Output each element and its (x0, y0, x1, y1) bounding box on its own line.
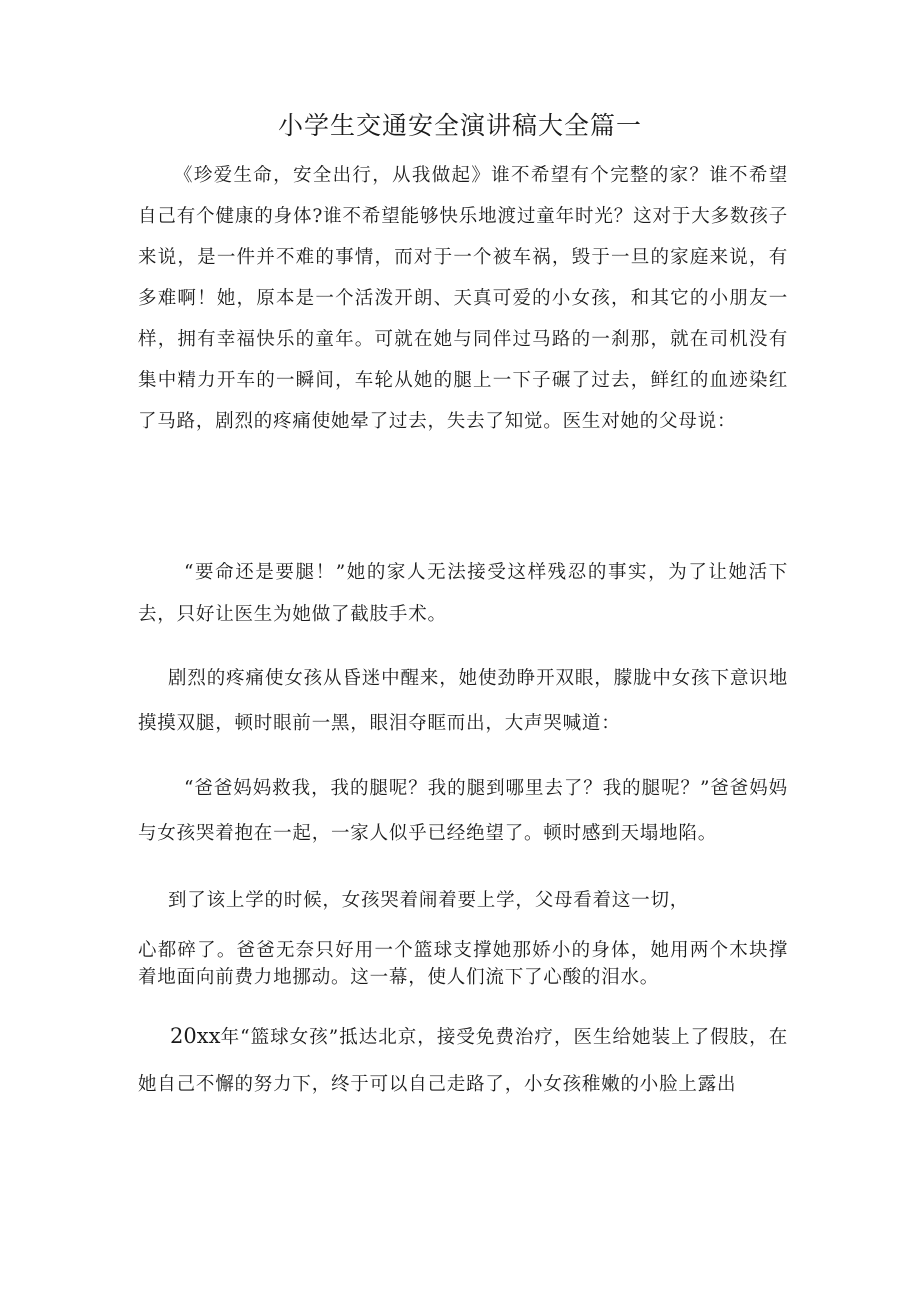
paragraph-2: “要命还是要腿！”她的家人无法接受这样残忍的事实，为了让她活下去，只好让医生为她做了截肢手术。 (138, 562, 788, 625)
paragraph-4: “爸爸妈妈救我，我的腿呢？我的腿到哪里去了？我的腿呢？”爸爸妈妈与女孩哭着抱在一起，一家人似乎已经绝望了。顿时感到天塌地陷。 (138, 778, 788, 844)
paragraph-7 (138, 1013, 788, 1108)
paragraph-5: 到了该上学的时候，女孩哭着闹着要上学，父母看着这一切， (168, 890, 690, 911)
year-text: 20xx (170, 1024, 221, 1048)
document-title: 小学生交通安全演讲稿大全篇一 (277, 111, 642, 140)
paragraph-7-text: 年“篮球女孩”抵达北京，接受免费治疗，医生给她装上了假肢，在她自己不懈的努力下，终于可以自己走路了，小女孩稚嫩的小脸上露出 (138, 1027, 788, 1095)
paragraph-1: 《珍爱生命，安全出行，从我做起》谁不希望有个完整的家？谁不希望自己有个健康的身体?谁不希望能够快乐地渡过童年时光？这对于大多数孩子来说，是一件并不难的事情，而对于一个被车祸，毁于一旦的家庭来说，有多难啊！她，原本是一个活泼开朗、天真可爱的小女孩，和其它的小朋友一样，拥有幸福快乐的童年。可就在她与同伴过马路的一刹那，就在司机没有集中精力开车的一瞬间，车轮从她的腿上一下子碾了过去，鲜红的血迹染红了马路，剧烈的疼痛使她晕了过去，失去了知觉。医生对她的父母说： (138, 165, 788, 432)
paragraph-6: 心都碎了。爸爸无奈只好用一个篮球支撑她那娇小的身体，她用两个木块撑着地面向前费力地挪动。这一幕，使人们流下了心酸的泪水。 (138, 940, 788, 988)
paragraph-3: 剧烈的疼痛使女孩从昏迷中醒来，她使劲睁开双眼，朦胧中女孩下意识地摸摸双腿，顿时眼前一黑，眼泪夺眶而出，大声哭喊道： (138, 668, 788, 734)
